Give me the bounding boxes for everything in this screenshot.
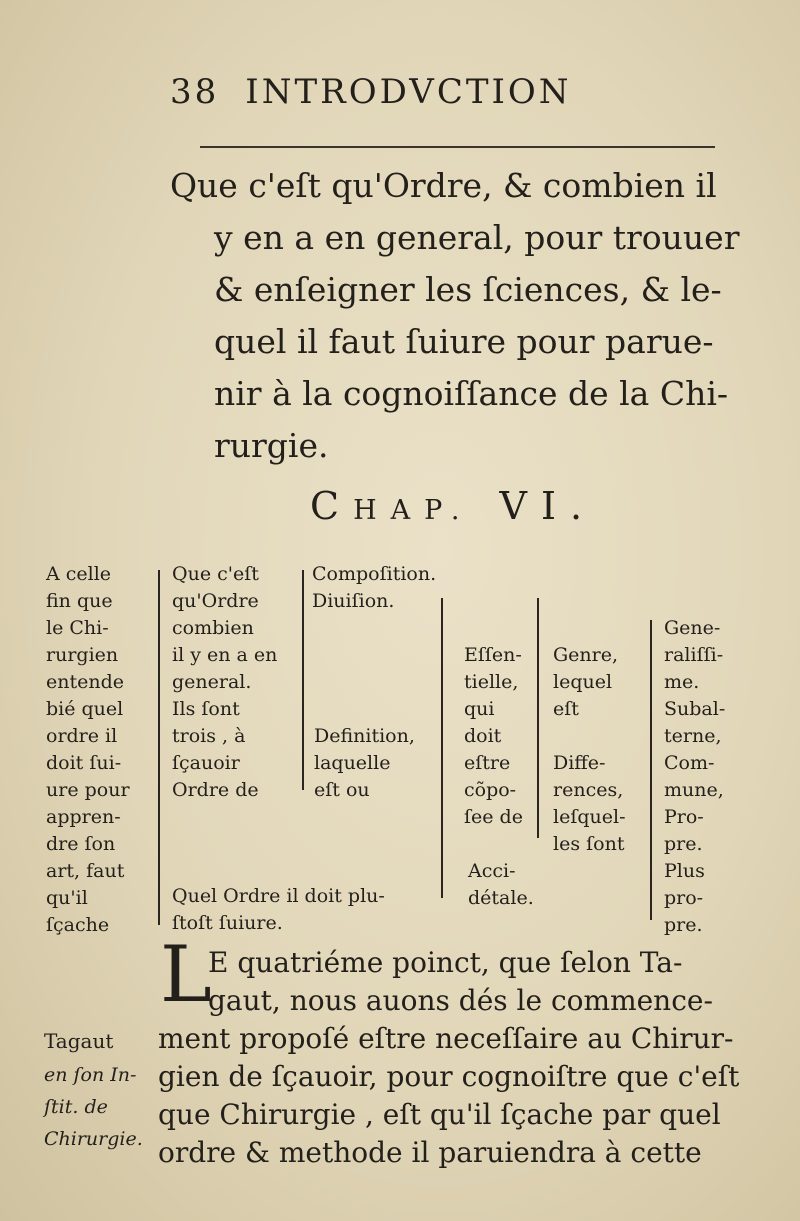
chapter-label-rest: HAP. (353, 495, 474, 526)
body-line: gien de ſçauoir, pour cognoiſtre que c'eſt (158, 1060, 740, 1093)
col2-line: Compoſition. (312, 563, 437, 585)
table-intro-line: entende (46, 671, 125, 693)
col4-diff-line: les ſont (553, 833, 625, 855)
table-intro-line: ſçache (46, 914, 110, 936)
col3-line: cõpo- (464, 779, 517, 801)
margin-note-line: ſtit. de (44, 1096, 108, 1118)
col4-diff-line: Diffe- (553, 752, 606, 774)
col2-def-line: Definition, (314, 725, 415, 747)
col3-line: Eſſen- (464, 644, 522, 666)
table-intro-line: appren- (46, 806, 121, 828)
table-intro-line: fin que (46, 590, 113, 612)
heading-line: y en a en general, pour trouuer (214, 218, 740, 257)
heading-line: nir à la cognoiſſance de la Chi- (214, 374, 729, 413)
col5-sub-line: pro- (664, 887, 704, 909)
table-intro-line: rurgien (46, 644, 119, 666)
margin-note-line: en ſon In- (44, 1064, 137, 1086)
table-intro-line: doit ſui- (46, 752, 122, 774)
col1-line: ſçauoir (172, 752, 240, 774)
col1-line: general. (172, 671, 252, 693)
header-rule (200, 146, 715, 148)
col5-line: Gene- (664, 617, 721, 639)
body-line: que Chirurgie , eſt qu'il ſçache par quel (158, 1098, 721, 1131)
table-intro-line: A celle (46, 563, 112, 585)
body-text (158, 944, 743, 1172)
drop-cap: L (160, 930, 212, 1020)
col5-sub-line: Subal- (664, 698, 726, 720)
running-title: INTRODVCTION (245, 72, 572, 112)
chapter-heading (170, 160, 745, 472)
col5-line: me. (664, 671, 700, 693)
brace-5 (650, 620, 652, 920)
table-intro-line: le Chi- (46, 617, 109, 639)
col1-line: trois , à (172, 725, 246, 747)
col4-line: Genre, (553, 644, 619, 666)
heading-line: quel il faut ſuiure pour parue- (214, 322, 714, 361)
body-line: ordre & methode il paruiendra à cette (158, 1136, 702, 1169)
body-line: gaut, nous auons dés le commence- (208, 984, 713, 1017)
col1-line: Ordre de (172, 779, 259, 801)
table-intro-line: bié quel (46, 698, 124, 720)
col1-tail-line: ſtoſt ſuiure. (172, 912, 283, 934)
col1-tail-line: Quel Ordre il doit plu- (172, 885, 385, 907)
col5-sub-line: pre. (664, 914, 703, 936)
table-intro-line: art, faut (46, 860, 125, 882)
brace-3 (441, 598, 443, 898)
heading-line: rurgie. (214, 426, 329, 465)
col5-sub-line: pre. (664, 833, 703, 855)
col1-line: Que c'eſt (172, 563, 259, 585)
col5-line: raliſſi- (664, 644, 724, 666)
col4-diff-line: leſquel- (553, 806, 626, 828)
col1-line: combien (172, 617, 254, 639)
chapter-label-initial: C (310, 484, 354, 528)
col4-line: lequel (553, 671, 613, 693)
chapter-title (310, 484, 596, 528)
col5-sub-line: mune, (664, 779, 724, 801)
table-intro-line: ure pour (46, 779, 130, 801)
heading-line: Que c'eſt qu'Ordre, & combien il (170, 166, 717, 205)
col5-sub-line: Plus (664, 860, 705, 882)
brace-1 (158, 570, 160, 925)
page-number: 38 (170, 72, 220, 112)
col3-line: eſtre (464, 752, 511, 774)
col3-line: qui (464, 698, 495, 720)
margin-note-line: Chirurgie. (44, 1128, 143, 1150)
col3-line: doit (464, 725, 502, 747)
col5-sub-line: Pro- (664, 806, 704, 828)
table-intro-line: qu'il (46, 887, 88, 909)
heading-line: & enſeigner les ſciences, & le- (214, 270, 722, 309)
body-line: ment propoſé eſtre neceſſaire au Chirur- (158, 1022, 734, 1055)
col2-def-line: eſt ou (314, 779, 370, 801)
col4-line: eſt (553, 698, 579, 720)
chapter-number: VI. (499, 484, 597, 528)
col3-acc-line: détale. (468, 887, 534, 909)
col4-diff-line: rences, (553, 779, 624, 801)
brace-2 (302, 570, 304, 790)
margin-note-name: Tagaut (44, 1029, 114, 1053)
col5-sub-line: terne, (664, 725, 722, 747)
col5-sub-line: Com- (664, 752, 715, 774)
brace-4 (537, 598, 539, 838)
running-head (170, 72, 572, 112)
body-line: E quatriéme poinct, que ſelon Ta- (208, 946, 683, 979)
col1-line: Ils ſont (172, 698, 240, 720)
col3-line: tielle, (464, 671, 519, 693)
col1-line: qu'Ordre (172, 590, 259, 612)
table-intro-line: ordre il (46, 725, 118, 747)
col3-line: ſee de (464, 806, 523, 828)
table-intro-line: dre ſon (46, 833, 116, 855)
col2-line: Diuiſion. (312, 590, 395, 612)
col2-def-line: laquelle (314, 752, 391, 774)
col1-line: il y en a en (172, 644, 278, 666)
col3-acc-line: Acci- (468, 860, 516, 882)
